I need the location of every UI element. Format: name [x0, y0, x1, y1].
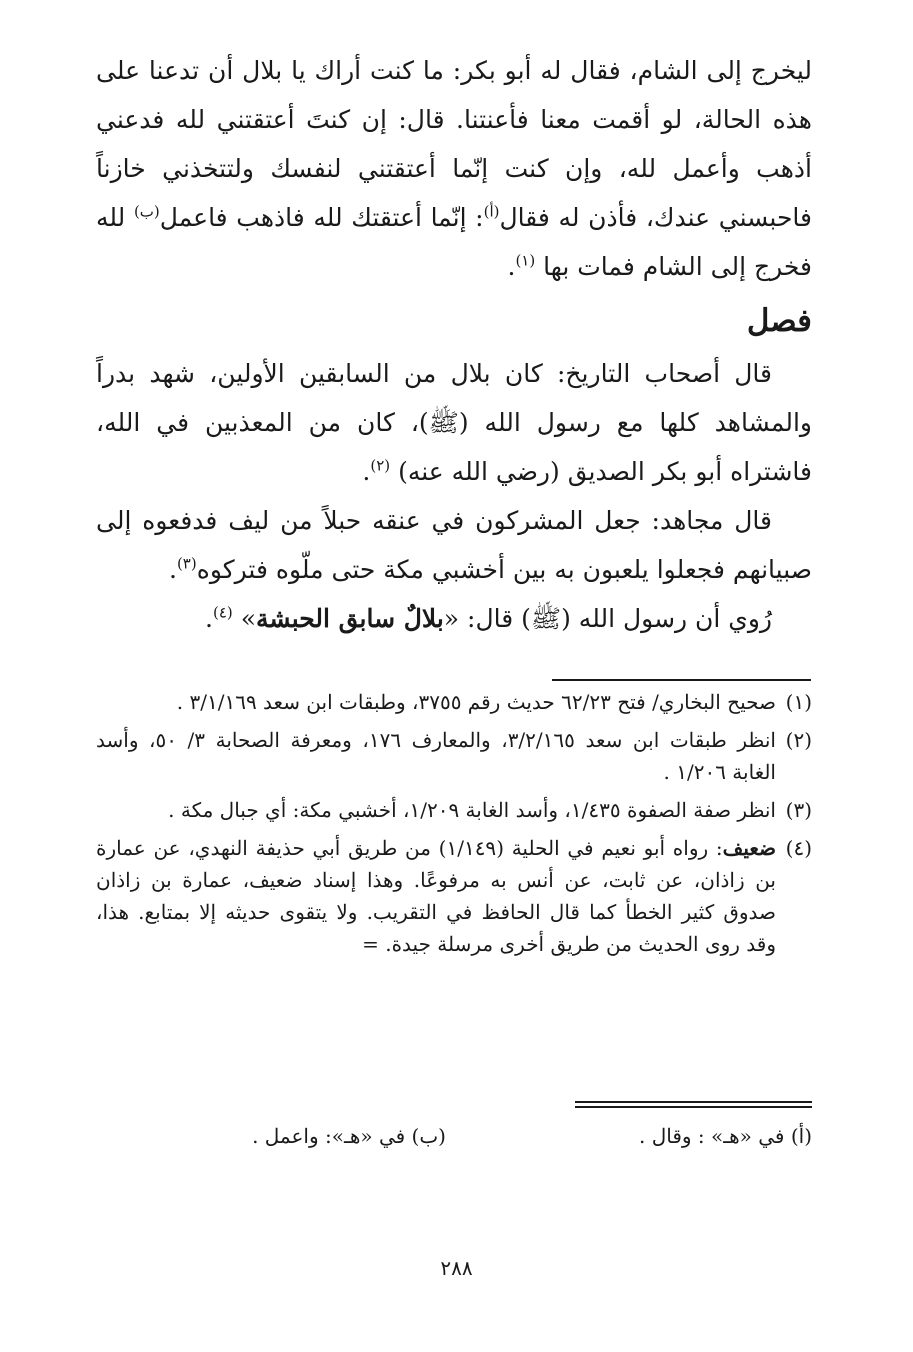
paragraph-4-end: . [205, 604, 213, 633]
footnote-1 [96, 686, 812, 718]
paragraph-4-text-a: رُوي أن رسول الله (ﷺ) قال: « [443, 604, 772, 633]
grading-label: ضعيف [722, 836, 776, 860]
page-number: ٢٨٨ [440, 1256, 473, 1280]
footnote-ref-2: (٢) [370, 456, 391, 475]
paragraph-4 [96, 594, 812, 643]
footnote-number: (١) [785, 690, 812, 714]
variant-a: (أ) في «هـ» : وقال . [639, 1124, 812, 1148]
paragraph-3-end: . [168, 555, 177, 584]
hadith-quote: بلالٌ سابق الحبشة [256, 604, 444, 633]
footnote-4 [96, 832, 812, 960]
footnote-number: (٤) [785, 836, 812, 860]
paragraph-2 [96, 349, 812, 496]
main-text [96, 46, 812, 643]
paragraph-2-end: . [362, 457, 371, 486]
footnote-ref-3: (٣) [176, 554, 197, 573]
section-heading: فصل [746, 303, 812, 339]
paragraph-1-text-a: ليخرج إلى الشام، فقال له أبو بكر: ما كنت أراك يا بلال أن تدعنا على هذه الحالة، لو أقمت معنا فأعنتنا. قال: إن كنتَ أعتقتني لله فدعني أذهب وأعمل لله، وإن كنت إنّما أعتقتني لنفسك ولتتخذني خازناً فاحبسني عندك، فأذن له فقال [96, 56, 812, 232]
variant-ref-b: (ب) [133, 202, 160, 221]
footnote-text: صحيح البخاري/ فتح ٦٢/٢٣ حديث رقم ٣٧٥٥، وطبقات ابن سعد ٣/١/١٦٩ . [176, 690, 776, 714]
paragraph-1-text-c: لله فخرج إلى الشام فمات بها [96, 203, 812, 281]
paragraph-1-end: . [507, 252, 516, 281]
paragraph-4-text-b: » [240, 604, 257, 633]
footnotes [96, 686, 812, 966]
variant-ref-a: (أ) [483, 202, 500, 221]
footnote-ref-1: (١) [515, 251, 536, 270]
footnote-ref-4: (٤) [212, 603, 233, 622]
paragraph-3-text: قال مجاهد: جعل المشركون في عنقه حبلاً من ليف فدفعوه إلى صبيانهم فجعلوا يلعبون به بين أخشبي مكة حتى ملّوه فتركوه [96, 506, 812, 584]
footnote-text: : رواه أبو نعيم في الحلية (١/١٤٩) من طريق أبي حذيفة النهدي، عن عمارة بن زاذان، عن ثابت، عن أنس به مرفوعًا. وهذا إسناد ضعيف، عمارة بن زاذان صدوق كثير الخطأ كما قال الحافظ في التقريب. ولا يتقوى حديثه إلا بمتابع. هذا، وقد روى الحديث من طريق أخرى مرسلة جيدة. = [96, 836, 777, 956]
paragraph-1 [96, 46, 812, 291]
paragraph-2-text: قال أصحاب التاريخ: كان بلال من السابقين الأولين، شهد بدراً والمشاهد كلها مع رسول الله (ﷺ)، كان من المعذبين في الله، فاشتراه أبو بكر الصديق (رضي الله عنه) [96, 359, 812, 486]
footnote-2 [96, 724, 812, 788]
footnote-number: (٢) [785, 728, 812, 752]
paragraph-3 [96, 496, 812, 594]
variants-separator [575, 1101, 812, 1108]
footnote-3 [96, 794, 812, 826]
footnote-text: انظر طبقات ابن سعد ٣/٢/١٦٥، والمعارف ١٧٦، ومعرفة الصحابة ٣/ ٥٠، وأسد الغابة ١/٢٠٦ . [96, 728, 776, 784]
variant-b: (ب) في «هـ»: واعمل . [252, 1124, 446, 1148]
footnote-separator [552, 679, 811, 681]
footnote-text: انظر صفة الصفوة ١/٤٣٥، وأسد الغابة ١/٢٠٩، أخشبي مكة: أي جبال مكة . [168, 798, 776, 822]
paragraph-1-text-b: : إنّما أعتقتك لله فاذهب فاعمل [159, 203, 484, 232]
footnote-number: (٣) [785, 798, 812, 822]
